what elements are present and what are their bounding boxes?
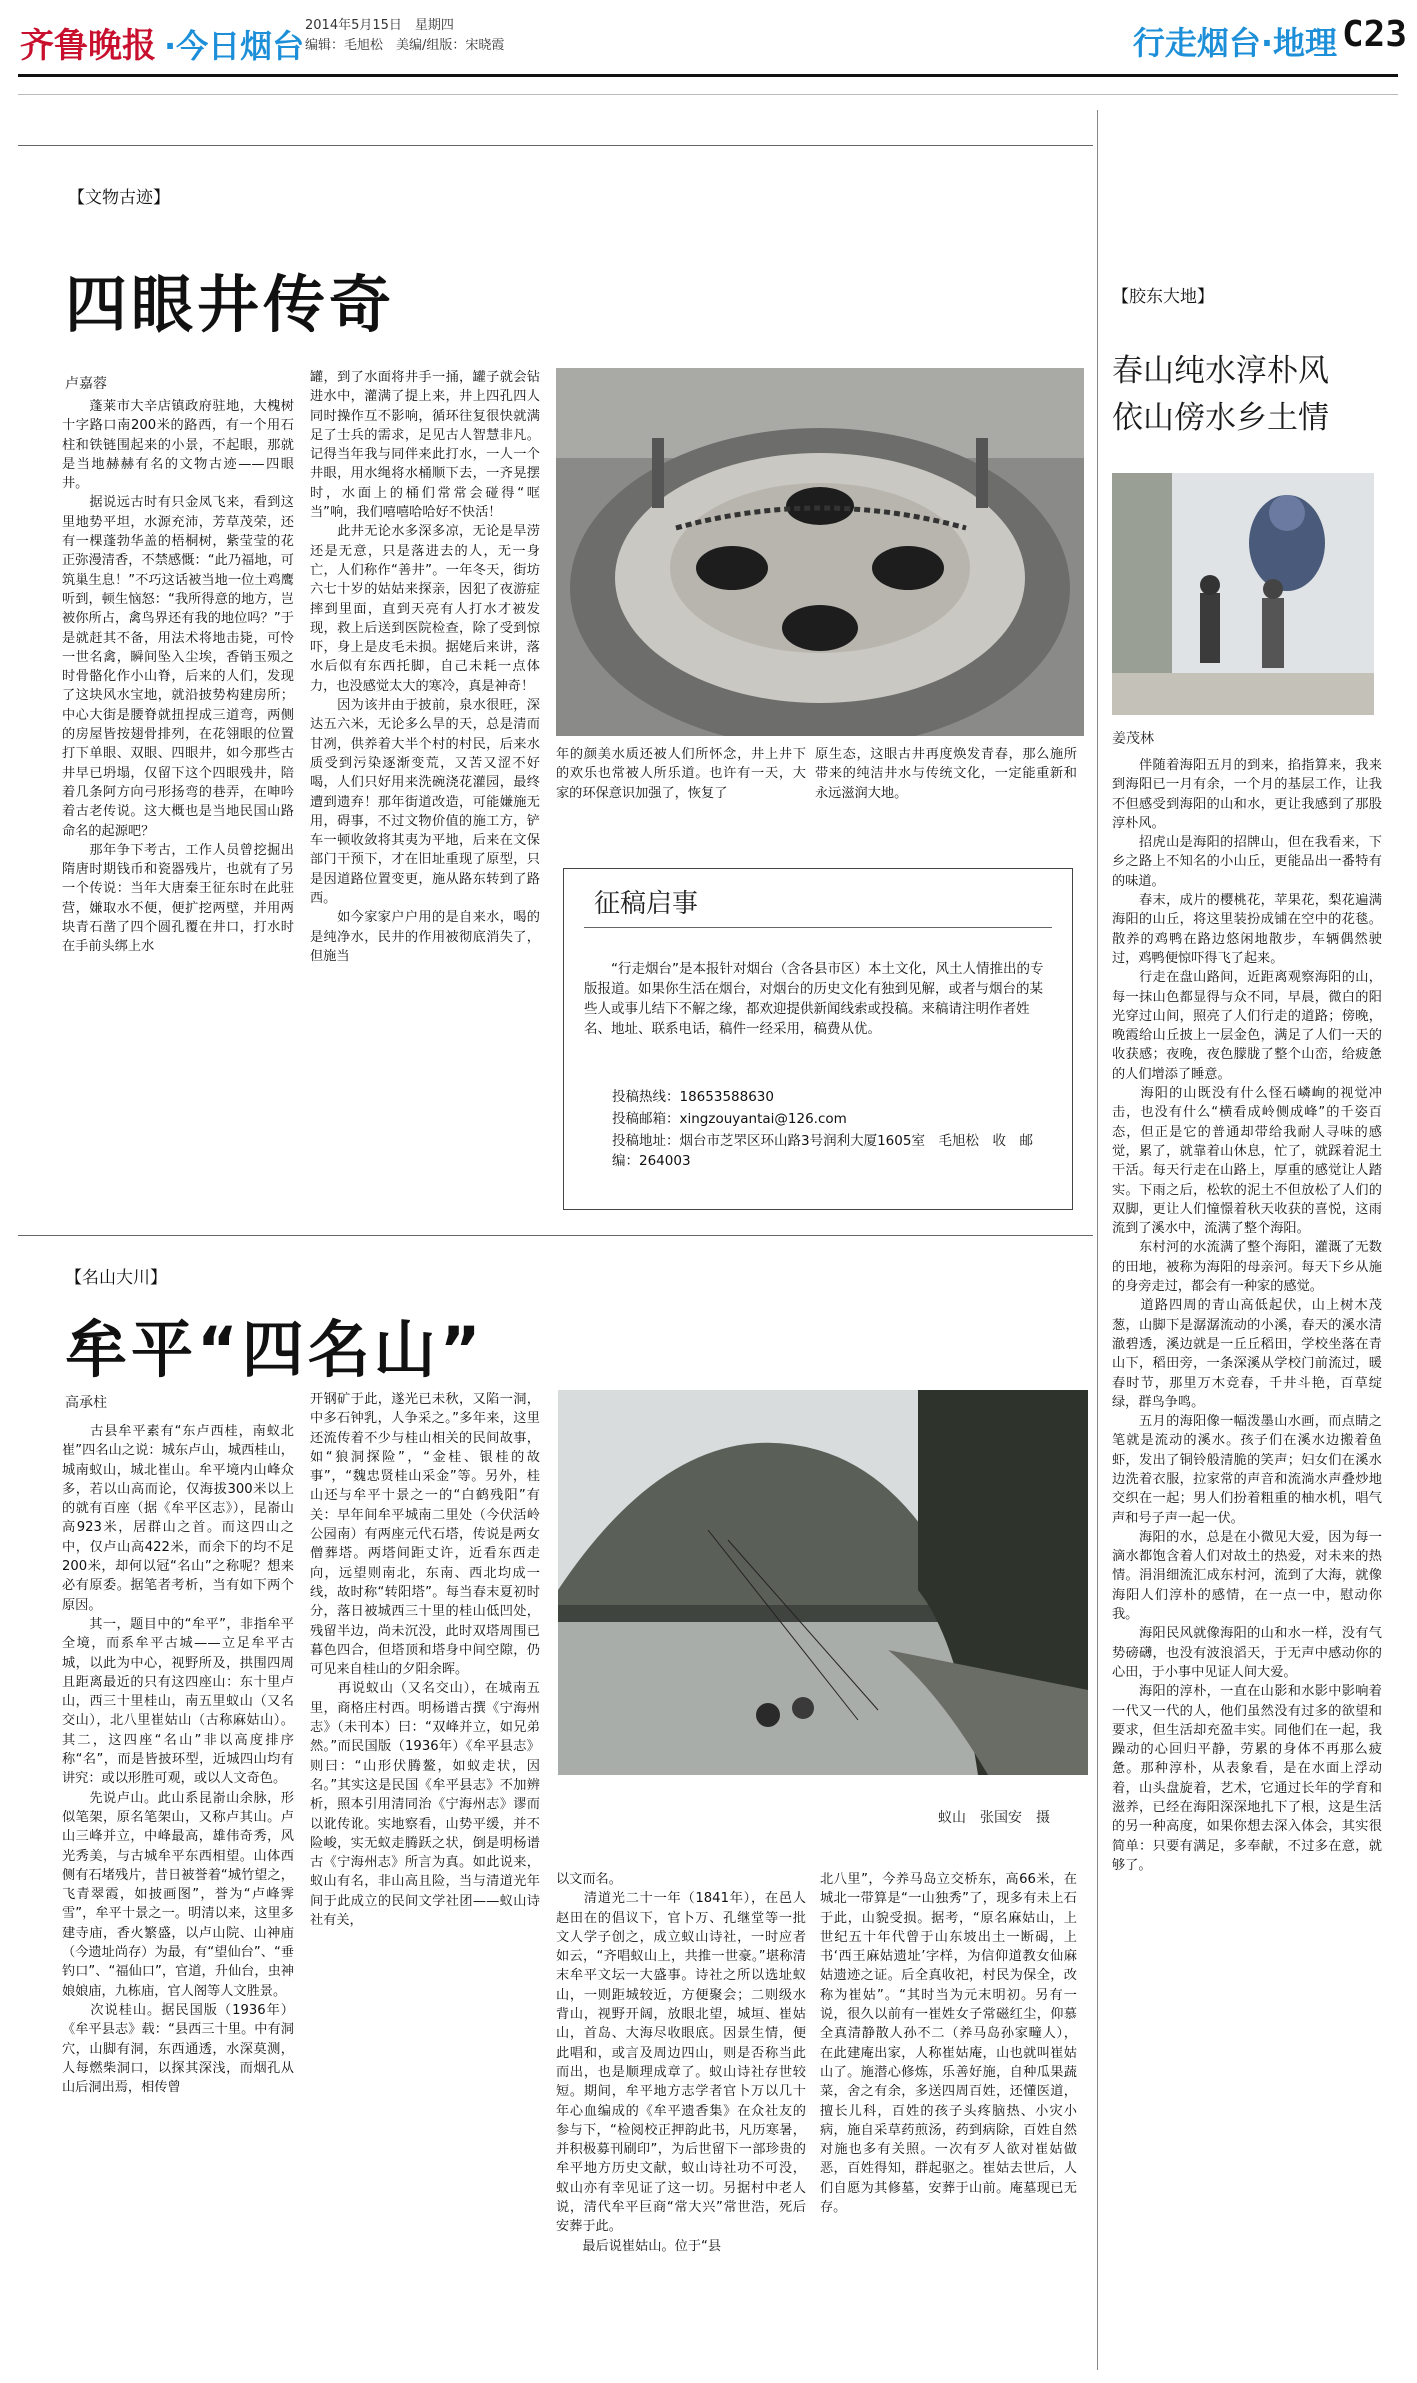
article1-column-3: 年的颜美水质还被人们所怀念，井上井下的欢乐也常被人所乐道。也许有一天，大家的环保意识加强了，恢复了: [556, 747, 806, 801]
editor-credits: 编辑：毛旭松 美编/组版：宋晓霞: [305, 38, 505, 53]
article3-tag: 【胶东大地】: [1112, 287, 1214, 307]
article1-tag: 【文物古迹】: [68, 188, 170, 208]
photo2-caption: 蚁山 张国安 摄: [938, 1810, 1050, 1826]
article2-title: 牟平“四名山”: [65, 1313, 485, 1386]
article3-headline-2: 依山傍水乡土情: [1112, 400, 1329, 436]
issue-date: 2014年5月15日 星期四: [305, 18, 454, 33]
four-eye-well-photo: [556, 368, 1084, 736]
article3-headline-1: 春山纯水淳朴风: [1112, 353, 1329, 389]
notice-address: 投稿地址：烟台市芝罘区环山路3号润利大厦1605室 毛旭松 收 邮编：264003: [612, 1133, 1033, 1169]
section-title: 行走烟台·地理: [1132, 24, 1337, 62]
yi-mountain-photo: [558, 1390, 1088, 1775]
page-number: C23: [1341, 14, 1407, 55]
article2-tag: 【名山大川】: [65, 1268, 167, 1288]
notice-body: “行走烟台”是本报针对烟台（含各县市区）本土文化，风土人情推出的专版报道。如果你生活在烟台，对烟台的历史文化有独到见解，或者与烟台的某些人或事儿结下不解之缘，都欢迎提供新闻线索或投稿。来稿请注明作者姓名、地址、联系电话，稿件一经采用，稿费从优。: [584, 961, 1044, 1037]
notice-hotline: 投稿热线：18653588630: [612, 1089, 774, 1105]
masthead-logo: 齐鲁晚报 ·今日烟台: [20, 26, 305, 66]
article1-title: 四眼井传奇: [65, 268, 396, 341]
call-for-submissions-box: [563, 868, 1073, 1210]
article2-rule: [18, 1235, 1093, 1236]
article2-author: 高承柱: [65, 1395, 107, 1411]
article2-column-2: 开钢矿于此，遂光已未秋，又陷一洞，中多石钟乳，人争采之。”多年来，这里还流传着不少与桂山相关的民间故事，如“狼洞探险”，“金桂、银桂的故事”，“魏忠贤桂山采金”等。另外，桂山还与牟平十景之一的“白鹤残阳”有关：早年间牟平城南二里处（今伏活岭公园南）有两座元代石塔，传说是两女僧葬塔。两塔间距丈许，近看东西走向，远望则南北，东南、西北均成一线，故时称“转阳塔”。每当春末夏初时分，落日被城西三十里的桂山低凹处，残留半边，尚未沉没，此时双塔周围已暮色四合，但塔顶和塔身中间空隙，仍可见来自桂山的夕阳余晖。 再说蚁山（又名交山），在城南五里，商格庄村西。明杨谱古撰《宁海州志》（未刊本）曰：“双峰并立，如兄弟然。”而民国版（1936年）《牟平县志》则曰：“山形伏腾鳌，如蚁走状，因名。”其实这是民国《牟平县志》不加辨析，照本引用清同治《宁海州志》谬而以讹传讹。实地察看，山势平缓，并不险峻，实无蚁走腾跃之状，倒是明杨谱古《宁海州志》所言为真。如此说来，蚁山有名，非山高且险，当与清道光年间于此成立的民间文学社团——蚁山诗社有关，: [310, 1392, 540, 1929]
notice-rule: [584, 927, 1052, 928]
masthead-section: ·今日烟台: [164, 27, 305, 65]
notice-email[interactable]: 投稿邮箱：xingzouyantai@126.com: [612, 1111, 847, 1127]
article2-column-1: 古县牟平素有“东卢西桂，南蚁北崔”四名山之说：城东卢山，城西桂山，城南蚁山，城北崔山。牟平境内山峰众多，若以山高而论，仅海拔300米以上的就有百座（据《牟平区志》），昆嵛山高923米，居群山之首。而这四山之中，仅卢山高422米，而余下的均不足200米，却何以冠“名山”之称呢？想来必有原委。据笔者考析，当有如下两个原因。 其一，题目中的“牟平”，非指牟平全境，而系牟平古城——立足牟平古城，以此为中心，视野所及，拱围四周且距离最近的只有这四座山：东十里卢山，西三十里桂山，南五里蚁山（又名交山），北八里崔姑山（古称麻姑山）。其二，这四座“名山”非以高度排序称“名”，而是皆披环型，近城四山均有讲究：或以形胜可观，或以人文奇色。 先说卢山。此山系昆嵛山余脉，形似笔架，原名笔架山，又称卢其山。卢山三峰并立，中峰最高，雄伟奇秀，风光秀美，与古城牟平东西相望。山体西侧有石堵残片，昔日被誉着“城竹望之，飞青翠霞，如披画图”，誉为“卢峰霁雪”，牟平十景之一。明清以来，这里多建寺庙，香火繁盛，以卢山院、山神庙（今遗址尚存）为最，有“望仙台”、“垂钓口”、“福仙口”，官道，升仙台，虫神娘娘庙，九栋庙，官人阁等人文胜景。 次说桂山。据民国版（1936年）《牟平县志》载：“县西三十里。中有洞穴，山脚有洞，东西通透，水深莫测，人每燃柴洞口，以探其深浅，而烟孔从山后洞出焉，相传曾: [62, 1424, 294, 2096]
article1-rule: [18, 145, 1093, 146]
header-rule: [18, 74, 1398, 77]
folk-dance-photo: [1112, 473, 1374, 715]
article1-author: 卢嘉蓉: [65, 376, 107, 392]
article2-column-4: 北八里”，今养马岛立交桥东，高66米，在城北一带算是“一山独秀”了，现多有未上石于此，山貌受损。据考，“原名麻姑山，上世纪五十年代曾于山东坡出土一断碣，上书‘西王麻姑遗址’字样，为信仰道教女仙麻姑遗迹之证。后全真收祀，村民为保全，改称为崔姑”。“其时当为元末明初。另有一说，很久以前有一崔姓女子常磁红尘，仰慕全真清静散人孙不二（养马岛孙家疃人），在此建庵出家，人称崔姑庵，山也就叫崔姑山了。施潜心修炼，乐善好施，自种瓜果蔬菜，舍之有余，多送四周百姓，还懂医道，擅长儿科，百姓的孩子头疼脑热、小灾小病，施自采草药煎汤，药到病除，百姓自然对施也多有关照。一次有歹人欲对崔姑做恶，百姓得知，群起驱之。崔姑去世后，人们自愿为其修墓，安葬于山前。庵墓现已无存。: [820, 1872, 1077, 2216]
article2-column-3: 以文而名。 清道光二十一年（1841年），在邑人赵田在的倡议下，官卜万、孔继堂等一批文人学子创之，成立蚁山诗社，一时应者如云，“齐唱蚁山上，共推一世豪。”堪称清末牟平文坛一大盛事。诗社之所以选址蚁山，一则距城较近，方便聚会；二则级水背山，视野开阔，放眼北望，城垣、崔姑山，首岛、大海尽收眼底。因景生情，便此唱和，或言及周边四山，则是否称当此而出，也是顺理成章了。蚁山诗社存世较短。期间，牟平地方志学者官卜万以几十年心血编成的《牟平遗香集》在众社友的参与下，“检阅校正押韵此书，凡历寒暑，并积极募刊刷印”，为后世留下一部珍贵的牟平地方历史文献，蚁山诗社功不可没，蚁山亦有幸见证了这一切。另据村中老人说，清代牟平巨商“常大兴”常世浩，死后安葬于此。 最后说崔姑山。位于“县: [556, 1872, 806, 2254]
article3-body: 伴随着海阳五月的到来，掐指算来，我来到海阳已一月有余，一个月的基层工作，让我不但感受到海阳的山和水，更让我感到了那股淳朴风。 招虎山是海阳的招牌山，但在我看来，下乡之路上不知名的小山丘，更能品出一番特有的味道。 春末，成片的樱桃花，苹果花，梨花遍满海阳的山丘，将这里装扮成铺在空中的花毯。散养的鸡鸭在路边悠闲地散步，车辆偶然驶过，鸡鸭便惊吓得飞了起来。 行走在盘山路间，近距离观察海阳的山，每一抹山色都显得与众不同，早晨，微白的阳光穿过山间，照亮了人们行走的道路；傍晚，晚霞给山丘披上一层金色，满足了人们一天的收获感；夜晚，夜色朦胧了整个山峦，给疲惫的人们增添了睡意。 海阳的山既没有什么怪石嶙峋的视觉冲击，也没有什么“横看成岭侧成峰”的千姿百态，但正是它的普通却带给我耐人寻味的感觉，累了，就靠着山休息，忙了，就踩着泥土干活。每天行走在山路上，厚重的感觉让人踏实。下雨之后，松软的泥土不但放松了人们的双脚，更让人们憧憬着秋天收获的喜悦，这雨流到了溪水中，流满了整个海阳。 东村河的水流满了整个海阳，灌溉了无数的田地，被称为海阳的母亲河。每天下乡从施的身旁走过，都会有一种家的感觉。 道路四周的青山高低起伏，山上树木茂葱，山脚下是潺潺流动的小溪，春天的溪水清澈碧透，溪边就是一丘丘稻田，学校坐落在青山下，稻田旁，一条深溪从学校门前流过，暖春时节，那里万木竞春，千井斗艳，百草绽绿，群鸟争鸣。 五月的海阳像一幅泼墨山水画，而点睛之笔就是流动的溪水。孩子们在溪水边搬着鱼虾，发出了铜铃般清脆的笑声；妇女们在溪水边洗着衣服，拉家常的声音和流淌水声叠炒地交织在一起；男人们扮着粗重的柚水机，唱气声和号子声一起一伏。 海阳的水，总是在小微见大爱，因为每一滴水都饱含着人们对故土的热爱，对未来的热情。涓涓细流汇成东村河，流到了大海，就像海阳人们淳朴的感情，在一点一中，慰动你我。 海阳民风就像海阳的山和水一样，没有气势磅礴，也没有波浪滔天，于无声中感动你的心田，于小事中见证人间大爱。 海阳的淳朴，一直在山影和水影中影响着一代又一代的人，他们虽然没有过多的欲望和要求，但生活却充盈丰实。同他们在一起，我躁动的心回归平静，劳累的身体不再那么疲惫。那种淳朴，从表象看，是在水面上浮动着，山头盘旋着，艺术，它通过长年的学育和滋养，已经在海阳深深地扎下了根，这是生活的另一种高度，如果你想去深入体会，其实很简单：只要有满足，多奉献，不过多在意，就够了。: [1112, 758, 1382, 1873]
right-column-divider: [1097, 110, 1098, 2370]
article1-column-1: 蓬莱市大辛店镇政府驻地，大槐树十字路口南200米的路西，有一个用石柱和铁链围起来的小景，不起眼，那就是当地赫赫有名的文物古迹——四眼井。 据说远古时有只金凤飞来，看到这里地势平坦，水源充沛，芳草茂荣，还有一棵蓬勃华盖的梧桐树，紫莹莹的花正弥漫清香，不禁感慨：“此乃福地，可筑巢生息！”不巧这话被当地一位土鸡鹰听到，顿生恼怒：“我所得意的地方，岂被你所占，禽鸟界还有我的地位吗？”于是就赶其不备，用法术将地击毙，可怜一世名禽，瞬间坠入尘埃，香销玉殒之时骨骼化作小山脊，后来的人们，发现了这块风水宝地，就沿披势构建房所；中心大街是腰脊就扭捏成三道弯，两侧的房屋皆按翅骨排列，在花翎眼的位置打下单眼、双眼、四眼井，如今那些古井早已坍塌，仅留下这个四眼残井，陪着几条阿方向弓形扬弯的巷弄，在呻吟着古老传说。这大概也是当地民国山路命名的起源吧？ 那年争下考古，工作人员曾挖掘出隋唐时期钱币和瓷器残片，也就有了另一个传说：当年大唐秦王征东时在此驻营，嫌取水不便，便扩挖两壁，并用两块青石凿了四个圆孔覆在井口，打水时在手前头绑上水: [62, 399, 294, 955]
article1-column-2: 罐，到了水面将井手一捅，罐子就会钻进水中，灌满了提上来，井上四孔四人同时操作互不影响，循环往复很快就满足了士兵的需求，足见古人智慧非凡。记得当年我与同伴来此打水，一人一个井眼，用水绳将水桶顺下去，一齐晃摆时，水面上的桶们常常会碰得“哐当”响，我们嘻嘻哈哈好不快活！ 此井无论水多深多凉，无论是旱涝还是无意，只是落进去的人，无一身亡，人们称作“善井”。一年冬天，街坊六七十岁的姑姑来探亲，因犯了夜游症摔到里面，直到天亮有人打水才被发现，救上后送到医院检查，除了受到惊吓，身上是皮毛未损。据姥后来讲，落水后似有东西托脚，自己未耗一点体力，也没感觉太大的寒冷，真是神奇！ 因为该井由于披前，泉水很旺，深达五六米，无论多么旱的天，总是清而甘冽，供养着大半个村的村民，后来水质受到污染逐渐变荒，又苦又涩不好喝，人们只好用来洗碗浇花灌园，最终遭到遗弃！那年街道改造，可能嫌施无用，碍事，不过文物价值的施工方，铲车一顿收敛将其夷为平地，后来在文保部门干预下，才在旧址重现了原型，只是因道路位置变更，施从路东转到了路西。 如今家家户户用的是自来水，喝的是纯净水，民井的作用被彻底消失了，但施当: [310, 370, 540, 964]
notice-title: 征稿启事: [594, 889, 699, 919]
article1-column-4: 原生态，这眼古井再度焕发青春，那么施所带来的纯洁井水与传统文化，一定能重新和永远滋润大地。: [815, 747, 1077, 801]
article3-author: 姜茂林: [1112, 731, 1154, 747]
header-subrule: [18, 94, 1398, 95]
masthead-meta: [305, 16, 504, 56]
